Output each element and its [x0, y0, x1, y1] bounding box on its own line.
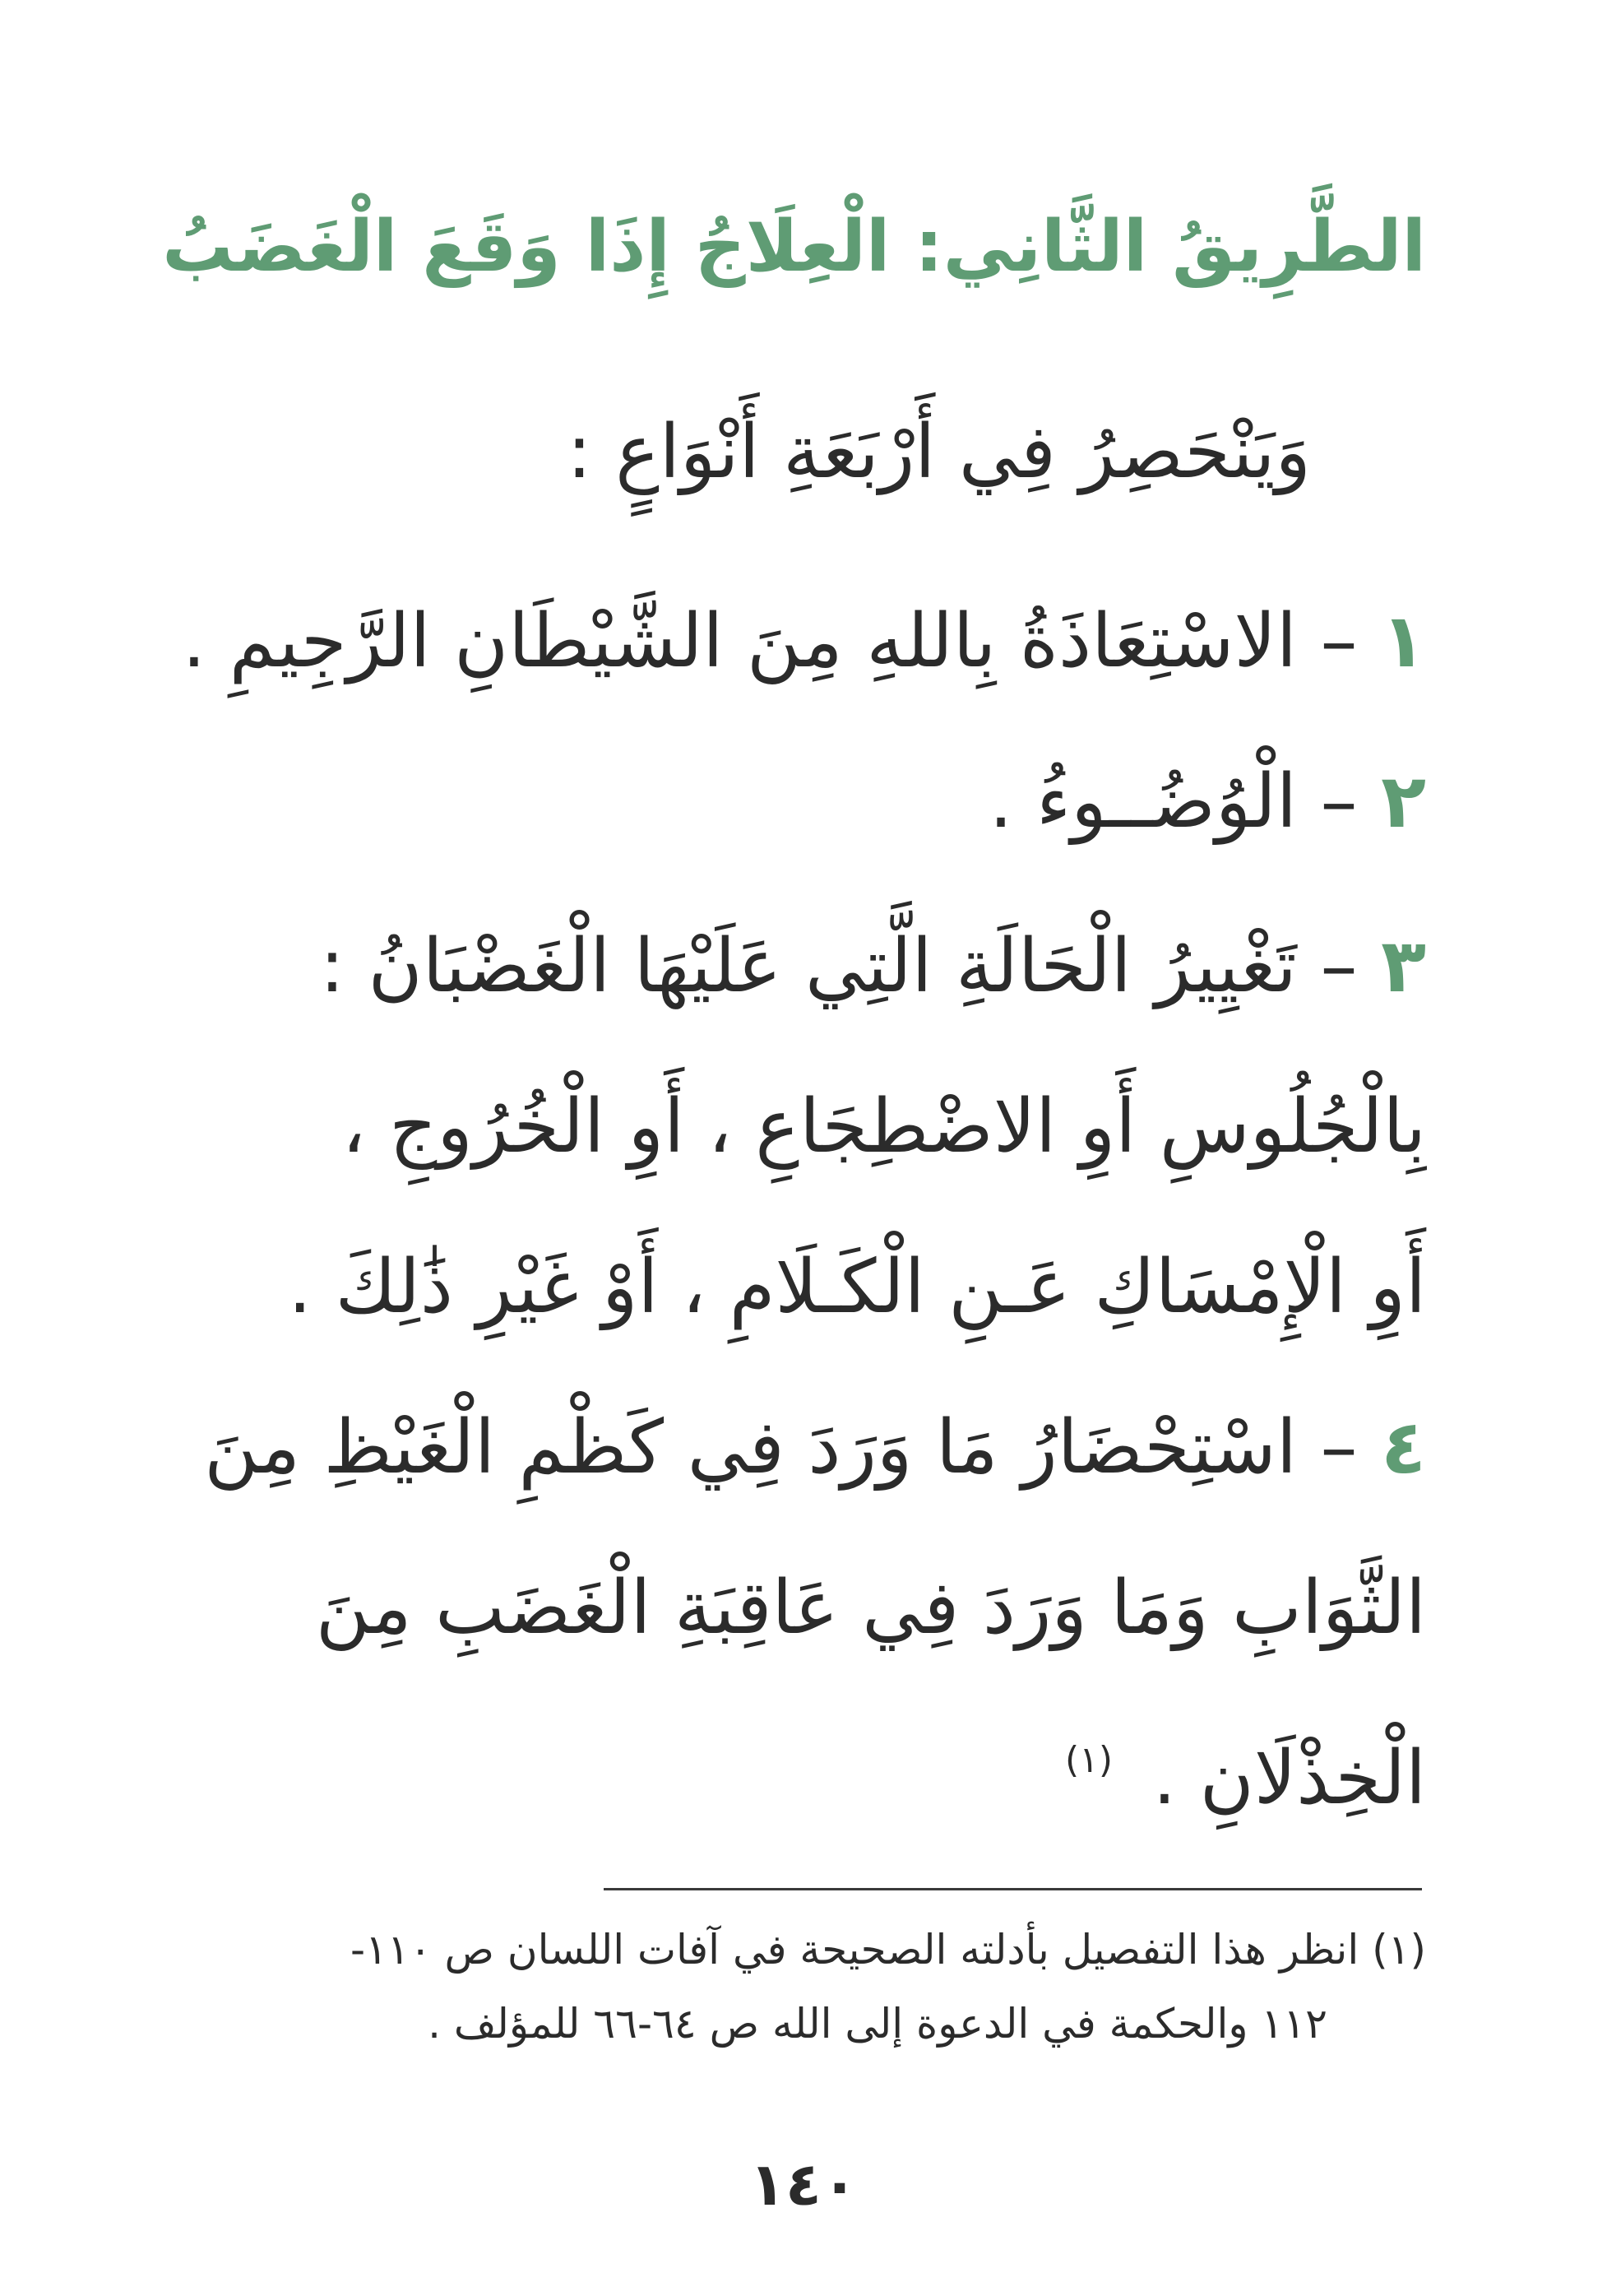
page-number: ١٤٠ — [749, 2150, 858, 2219]
footnote-line: (١) انظر هذا التفصيل بأدلته الصحيحة في آفات اللسان ص ١١٠- — [350, 1926, 1426, 1974]
item-dash: – — [1320, 1404, 1358, 1491]
section-heading: الطَّرِيقُ الثَّانِي: الْعِلَاجُ إِذَا وَقَعَ الْغَضَبُ — [162, 206, 1426, 288]
list-item-3 — [176, 901, 1426, 1032]
list-item-1 — [176, 576, 1426, 707]
list-item-3-continuation: أَوِ الْإِمْسَاكِ عَـنِ الْكَـلَامِ ، أَوْ غَيْرِ ذَٰلِكَ . — [288, 1244, 1426, 1330]
item-number: ٤ — [1381, 1404, 1426, 1491]
item-number: ٢ — [1381, 758, 1426, 845]
item-dash: – — [1320, 923, 1358, 1009]
item-text: اسْتِحْضَارُ مَا وَرَدَ فِي كَظْمِ الْغَيْظِ مِنَ — [204, 1404, 1297, 1491]
item-dash: – — [1320, 758, 1358, 845]
list-item-3-continuation: بِالْجُلُوسِ أَوِ الاضْطِجَاعِ ، أَوِ الْخُرُوجِ ، — [341, 1083, 1426, 1170]
list-item-4-continuation — [176, 1695, 1426, 1844]
item-text: الاسْتِعَاذَةُ بِاللهِ مِنَ الشَّيْطَانِ الرَّجِيمِ . — [182, 598, 1297, 684]
list-item-4-continuation: الثَّوَابِ وَمَا وَرَدَ فِي عَاقِبَةِ الْغَضَبِ مِنَ — [315, 1565, 1426, 1651]
item-number: ١ — [1381, 598, 1426, 684]
item-text: الْخِذْلَانِ . — [1152, 1735, 1426, 1821]
list-item-4 — [176, 1382, 1426, 1514]
footnote-line: ١١٢ والحكمة في الدعوة إلى الله ص ٦٤-٦٦ للمؤلف . — [428, 2000, 1327, 2048]
item-text: الْوُضُــوءُ . — [989, 758, 1297, 845]
footnote-reference: (١) — [1065, 1739, 1113, 1781]
list-item-2 — [176, 736, 1426, 868]
footnote-divider — [604, 1888, 1422, 1890]
item-text: تَغْيِيرُ الْحَالَةِ الَّتِي عَلَيْهَا الْغَضْبَانُ : — [319, 923, 1297, 1009]
item-number: ٣ — [1381, 923, 1426, 1009]
intro-line: وَيَنْحَصِرُ فِي أَرْبَعَةِ أَنْوَاعٍ : — [567, 409, 1311, 495]
item-dash: – — [1320, 598, 1358, 684]
